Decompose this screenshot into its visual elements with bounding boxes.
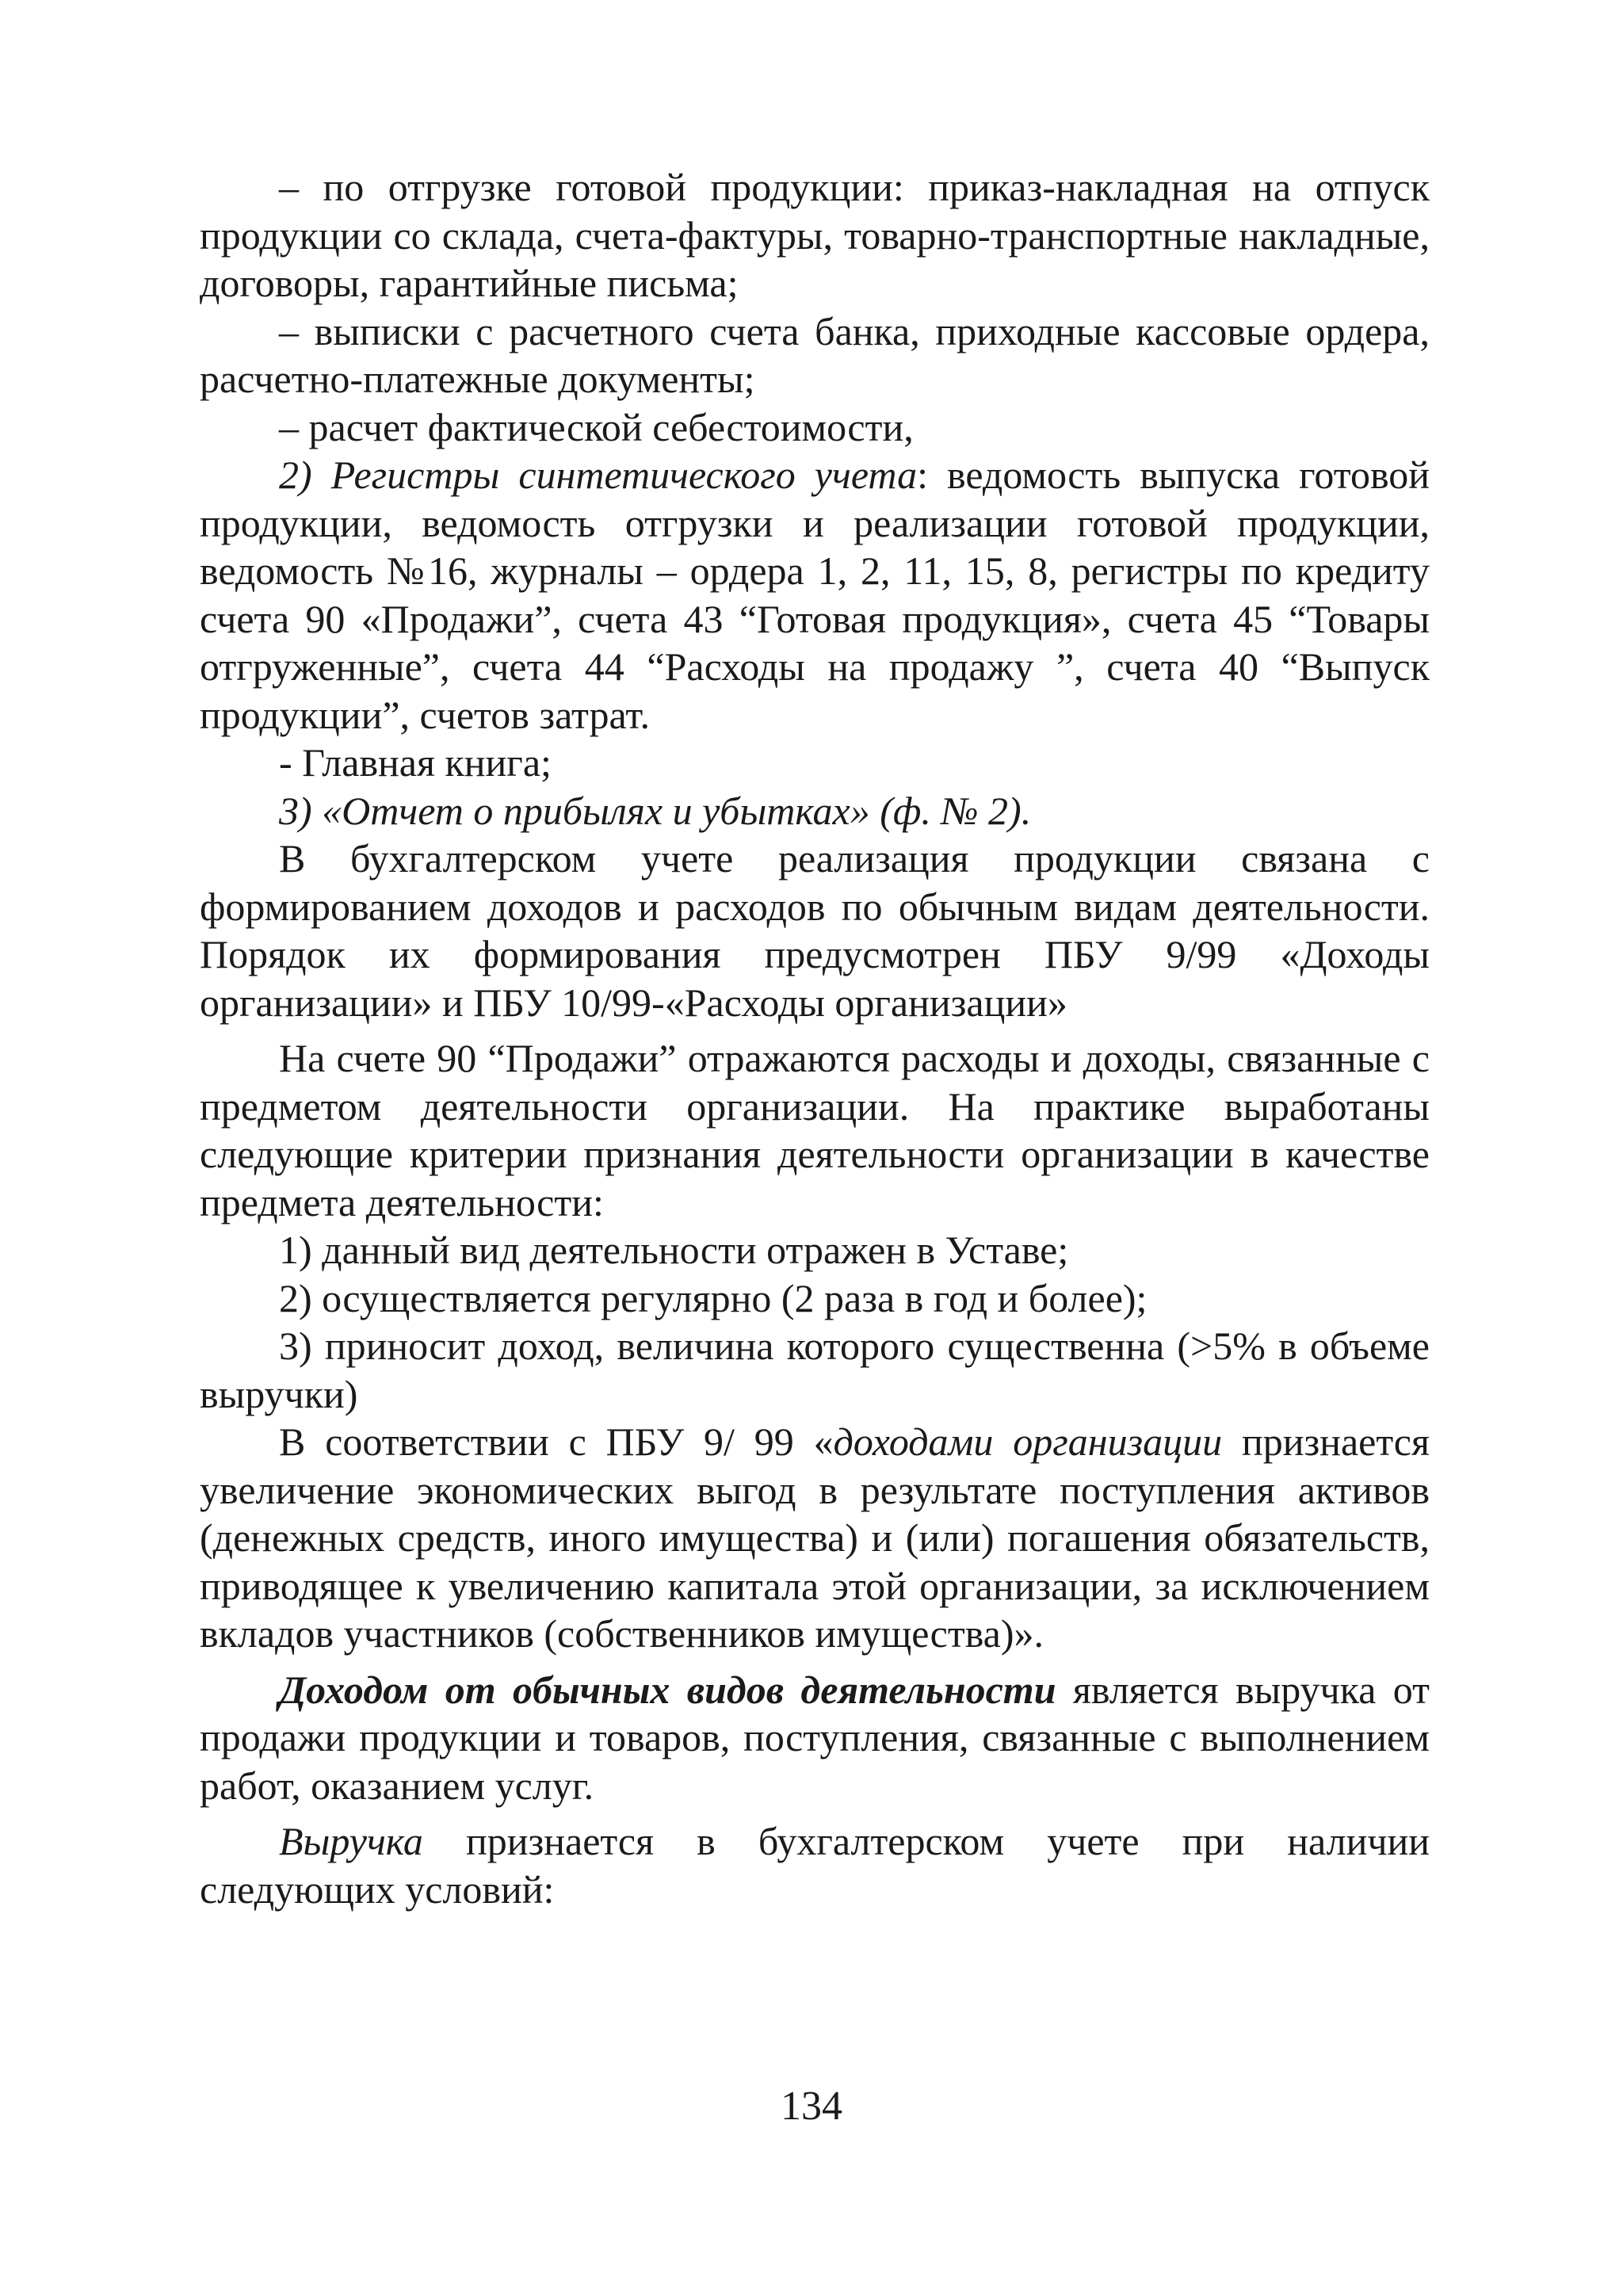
paragraph-text: признается увеличение экономических выгод в результате поступления активов (денежных средств, иного имущества) и (или) погашения обязательств, приводящее к увеличению капитала этой организации, за исключением вкладов участников (собственников имущества)». <box>200 1419 1430 1656</box>
paragraph-text: - Главная книга; <box>279 740 552 785</box>
paragraph-account-90 <box>200 1034 1430 1226</box>
paragraph-text: На счете 90 “Продажи” отражаются расходы и доходы, связанные с предметом деятельности организации. На практике выработаны следующие критерии признания деятельности организации в качестве предмета деятельности: <box>200 1036 1430 1224</box>
paragraph-text: 2) осуществляется регулярно (2 раза в год и более); <box>279 1275 1148 1320</box>
paragraph-text: признается в бухгалтерском учете при наличии следующих условий: <box>200 1819 1430 1912</box>
paragraph-general-ledger <box>200 739 1430 787</box>
body-text <box>200 163 1430 1913</box>
paragraph-revenue-conditions <box>200 1817 1430 1913</box>
italic-heading: 2) Регистры синтетического учета <box>279 453 918 497</box>
paragraph-text: – по отгрузке готовой продукции: приказ-накладная на отпуск продукции со склада, счета-фактуры, товарно-транспортные накладные, договоры, гарантийные письма; <box>200 165 1430 305</box>
paragraph-accounting-sales <box>200 835 1430 1026</box>
paragraph-criterion-1 <box>200 1226 1430 1274</box>
paragraph-shipment-docs <box>200 163 1430 308</box>
paragraph-profit-loss-report <box>200 787 1430 835</box>
italic-heading: 3) «Отчет о прибылях и убытках» (ф. № 2). <box>279 788 1032 833</box>
italic-term: доходами организации <box>833 1419 1223 1464</box>
italic-term: Выручка <box>279 1819 423 1863</box>
paragraph-text: 3) приносит доход, величина которого существенна (>5% в объеме выручки) <box>200 1324 1430 1416</box>
paragraph-synthetic-registers <box>200 451 1430 739</box>
paragraph-text: – выписки с расчетного счета банка, приходные кассовые ордера, расчетно-платежные документы; <box>200 308 1430 401</box>
paragraph-criterion-3 <box>200 1322 1430 1418</box>
page-number: 134 <box>781 2084 842 2129</box>
paragraph-income-definition <box>200 1418 1430 1658</box>
paragraph-text: является выручка от продажи продукции и товаров, поступления, связанные с выполнением работ, оказанием услуг. <box>200 1667 1430 1808</box>
paragraph-text: В соответствии с ПБУ 9/ 99 « <box>279 1419 834 1464</box>
paragraph-text: – расчет фактической себестоимости, <box>279 404 914 449</box>
paragraph-text: 1) данный вид деятельности отражен в Уставе; <box>279 1228 1069 1272</box>
bold-italic-term: Доходом от обычных видов деятельности <box>279 1667 1056 1712</box>
paragraph-criterion-2 <box>200 1274 1430 1323</box>
paragraph-ordinary-income <box>200 1666 1430 1810</box>
paragraph-text: В бухгалтерском учете реализация продукции связана с формированием доходов и расходов по обычным видам деятельности. Порядок их формирования предусмотрен ПБУ 9/99 «Доходы организации» и ПБУ 10/99-«Расходы организации» <box>200 836 1430 1025</box>
paragraph-text: : ведомость выпуска готовой продукции, ведомость отгрузки и реализации готовой продукции, ведомость №16, журналы – ордера 1, 2, 11, 15, 8, регистры по кредиту счета 90 «Продажи”, счета 43 “Готовая продукция», счета 45 “Товары отгруженные”, счета 44 “Расходы на продажу ”, счета 40 “Выпуск продукции”, счетов затрат. <box>200 453 1430 737</box>
paragraph-cost-calculation <box>200 403 1430 452</box>
paragraph-bank-statements <box>200 308 1430 403</box>
